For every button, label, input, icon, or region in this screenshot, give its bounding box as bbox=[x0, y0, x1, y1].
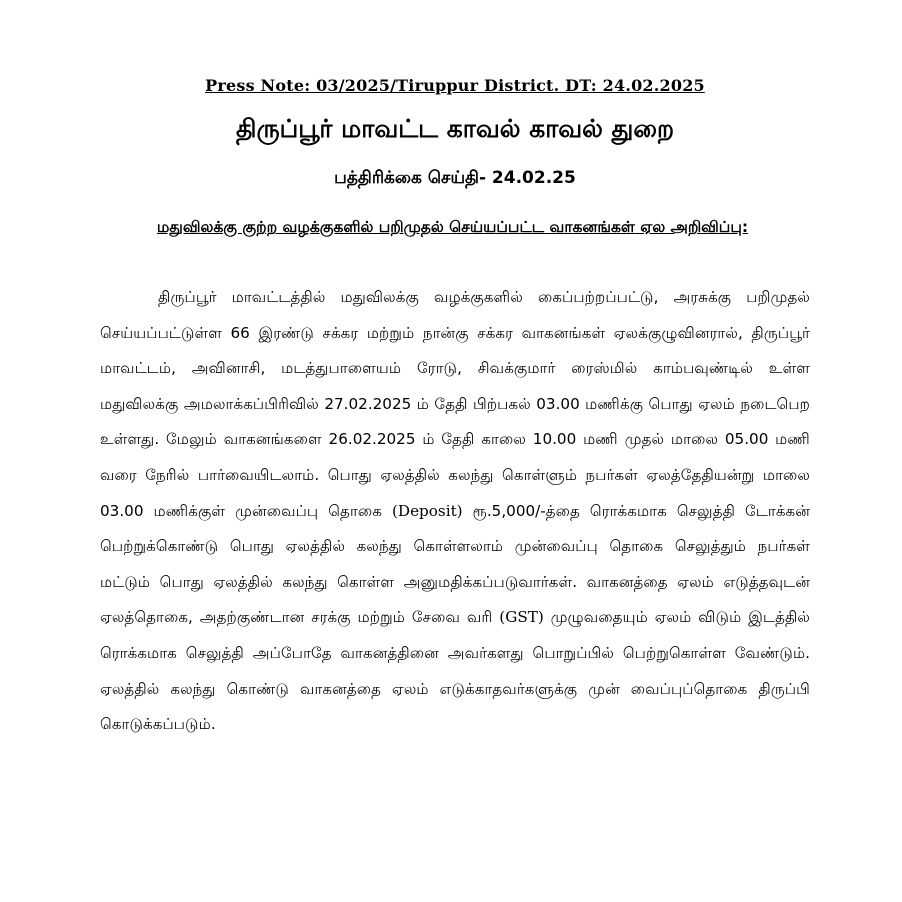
body-text-part-3: முழுவதையும் ஏலம் விடும் இடத்தில் ரொக்கமாக செலுத்தி அப்போதே வாகனத்தினை அவர்களது பொறுப்பில் பெற்றுகொள்ள வேண்டும். ஏலத்தில் கலந்து கொண்டு வாகனத்தை ஏலம் எடுக்காதவர்களுக்கு முன் வைப்புப்தொகை திருப்பி கொடுக்கப்படும். bbox=[100, 608, 811, 734]
press-release-date-line: பத்திரிக்கை செய்தி- 24.02.25 bbox=[334, 168, 576, 188]
press-note-reference: Press Note: 03/2025/Tiruppur District. DT: 24.02.2025 bbox=[205, 76, 705, 95]
subject-heading: மதுவிலக்கு குற்ற வழக்குகளில் பறிமுதல் செய்யப்பட்ட வாகனங்கள் ஏல அறிவிப்பு: bbox=[156, 218, 749, 236]
body-paragraph bbox=[100, 280, 810, 743]
department-title: திருப்பூர் மாவட்ட காவல் காவல் துறை bbox=[236, 114, 674, 143]
body-text-part-2: ரூ.5,000/-த்தை ரொக்கமாக செலுத்தி டோக்கன் பெற்றுக்கொண்டு பொது ஏலத்தில் கலந்து கொள்ளலாம் முன்வைப்பு தொகை செலுத்தும் நபர்கள் மட்டும் பொது ஏலத்தில் கலந்து கொள்ள அனுமதிக்கப்படுவார்கள். வாகனத்தை ஏலம் எடுத்தவுடன் ஏலத்தொகை, அதற்குண்டான சரக்கு மற்றும் சேவை வரி bbox=[100, 501, 810, 627]
body-text-part-1: திருப்பூர் மாவட்டத்தில் மதுவிலக்கு வழக்குகளில் கைப்பற்றப்பட்டு, அரசுக்கு பறிமுதல் செய்யப்பட்டுள்ள 66 இரண்டு சக்கர மற்றும் நான்கு சக்கர வாகனங்கள் ஏலக்குழுவினரால், திருப்பூர் மாவட்டம், அவினாசி, மடத்துபாளையம் ரோடு, சிவக்குமார் ரைஸ்மில் காம்பவுண்டில் உள்ள மதுவிலக்கு அமலாக்கப்பிரிவில் 27.02.2025 ம் தேதி பிற்பகல் 03.00 மணிக்கு பொது ஏலம் நடைபெற உள்ளது. மேலும் வாகனங்களை 26.02.2025 ம் தேதி காலை 10.00 மணி முதல் மாலை 05.00 மணி வரை நேரில் பார்வையிடலாம். பொது ஏலத்தில் கலந்து கொள்ளும் நபர்கள் ஏலத்தேதியன்று மாலை 03.00 மணிக்குள் முன்வைப்பு தொகை bbox=[100, 288, 810, 520]
deposit-term: (Deposit) bbox=[391, 501, 463, 520]
gst-term: (GST) bbox=[499, 608, 544, 627]
